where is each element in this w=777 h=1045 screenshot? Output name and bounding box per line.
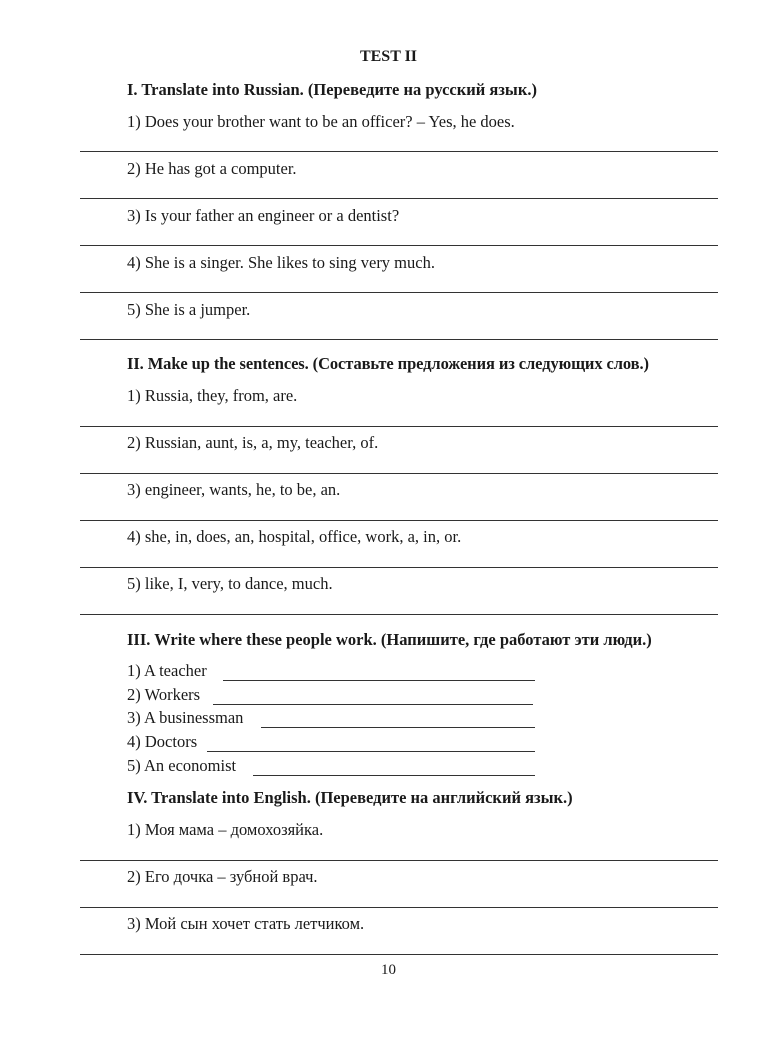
answer-line	[80, 292, 718, 293]
section-1-heading: I. Translate into Russian. (Переведите на русский язык.)	[127, 80, 537, 99]
section-1-item-2: 2) He has got a computer.	[127, 159, 297, 178]
answer-line	[80, 473, 718, 474]
section-3-item-2	[127, 685, 537, 707]
section-2-item-5: 5) like, I, very, to dance, much.	[127, 574, 333, 593]
fill-label: 4) Doctors	[127, 732, 198, 751]
section-4-item-1: 1) Моя мама – домохозяйка.	[127, 820, 324, 839]
section-2-heading: II. Make up the sentences. (Составьте предложения из следующих слов.)	[127, 354, 649, 373]
section-3-item-5	[127, 756, 537, 778]
page-number: 10	[381, 962, 396, 978]
answer-line	[80, 954, 718, 955]
answer-line	[80, 614, 718, 615]
section-2-item-3: 3) engineer, wants, he, to be, an.	[127, 480, 341, 499]
fill-line	[253, 775, 535, 776]
answer-line	[80, 567, 718, 568]
section-3-item-1	[127, 661, 537, 683]
test-title: TEST II	[359, 48, 418, 65]
section-1-item-5: 5) She is a jumper.	[127, 300, 251, 319]
answer-line	[80, 426, 718, 427]
section-2-item-1: 1) Russia, they, from, are.	[127, 386, 298, 405]
answer-line	[80, 907, 718, 908]
answer-line	[80, 339, 718, 340]
fill-line	[223, 680, 535, 681]
fill-label: 5) An economist	[127, 756, 237, 775]
section-3-heading: III. Write where these people work. (Напишите, где работают эти люди.)	[127, 630, 652, 649]
section-1-item-4: 4) She is a singer. She likes to sing very much.	[127, 253, 435, 272]
section-3-item-4	[127, 732, 537, 754]
section-1-item-3: 3) Is your father an engineer or a dentist?	[127, 206, 400, 225]
section-1-item-1: 1) Does your brother want to be an officer? – Yes, he does.	[127, 112, 515, 131]
answer-line	[80, 151, 718, 152]
section-4-item-2: 2) Его дочка – зубной врач.	[127, 867, 318, 886]
section-3-item-3	[127, 708, 537, 730]
fill-line	[261, 727, 535, 728]
answer-line	[80, 860, 718, 861]
answer-line	[80, 198, 718, 199]
fill-label: 2) Workers	[127, 685, 201, 704]
fill-line	[207, 751, 535, 752]
section-2-item-4: 4) she, in, does, an, hospital, office, work, a, in, or.	[127, 527, 462, 546]
fill-label: 1) A teacher	[127, 661, 207, 680]
answer-line	[80, 245, 718, 246]
section-2-item-2: 2) Russian, aunt, is, a, my, teacher, of.	[127, 433, 379, 452]
fill-label: 3) A businessman	[127, 708, 244, 727]
section-4-heading: IV. Translate into English. (Переведите на английский язык.)	[127, 788, 573, 807]
section-4-item-3: 3) Мой сын хочет стать летчиком.	[127, 914, 365, 933]
fill-line	[213, 704, 533, 705]
answer-line	[80, 520, 718, 521]
